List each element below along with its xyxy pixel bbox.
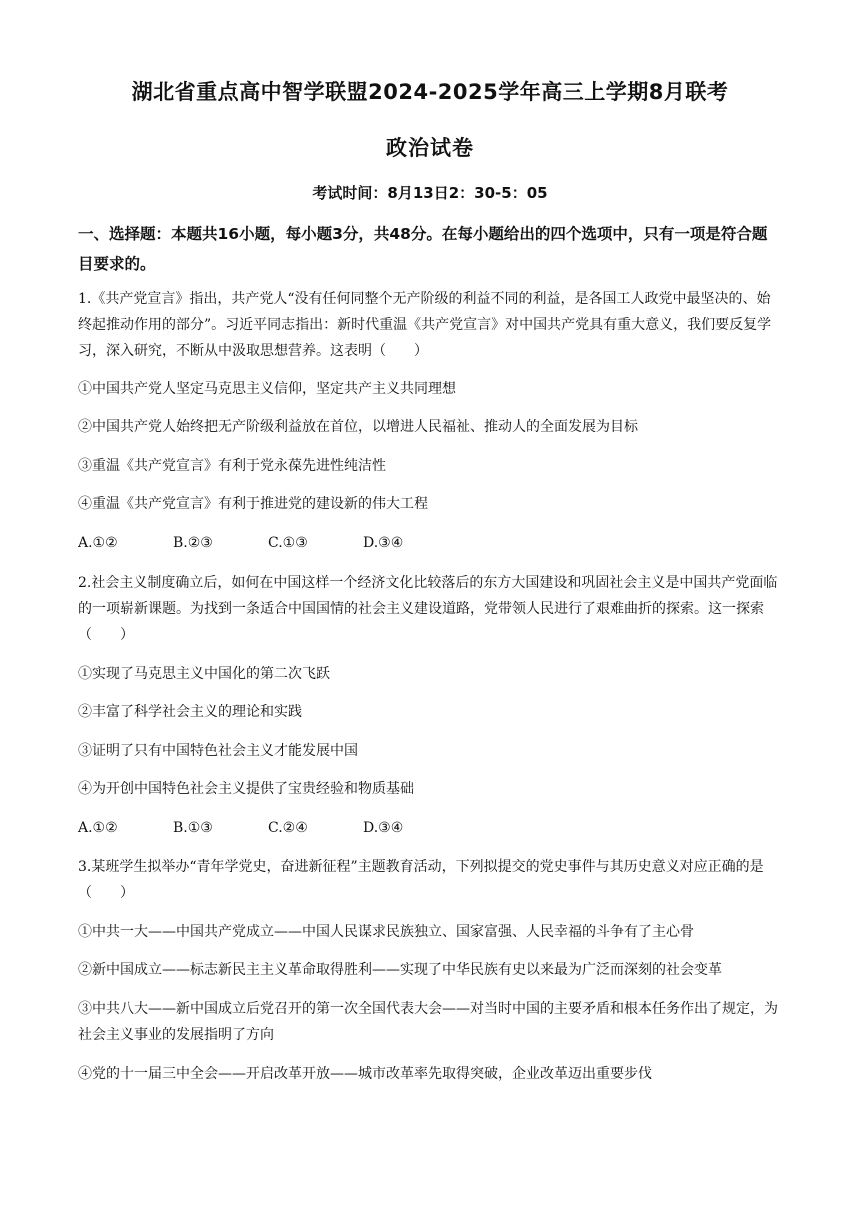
option-d[interactable]: D.③④ <box>363 820 404 836</box>
option-a[interactable]: A.①② <box>78 820 118 836</box>
option-c[interactable]: C.②④ <box>268 820 308 836</box>
question-1-stem: 1.《共产党宣言》指出，共产党人“没有任何同整个无产阶级的利益不同的利益，是各国工人政党中最坚决的、始终起推动作用的部分”。习近平同志指出：新时代重温《共产党宣言》对中国共产党具有重大意义，我们要反复学习，深入研究，不断从中汲取思想营养。这表明（ ） <box>78 291 772 359</box>
option-d[interactable]: D.③④ <box>363 535 404 551</box>
exam-time: 考试时间：8月13日2：30-5：05 <box>312 184 548 202</box>
question-2-stem: 2.社会主义制度确立后，如何在中国这样一个经济文化比较落后的东方大国建设和巩固社会主义是中国共产党面临的一项崭新课题。为找到一条适合中国国情的社会主义建设道路，党带领人民进行了艰难曲折的探索。这一探索（ ） <box>78 575 778 643</box>
question-3-statement-4: ④党的十一届三中全会——开启改革开放——城市改革率先取得突破，企业改革迈出重要步伐 <box>78 1066 652 1082</box>
exam-title: 湖北省重点高中智学联盟2024-2025学年高三上学期8月联考 <box>131 80 729 104</box>
question-1-options <box>78 530 782 556</box>
question-1-statement-2: ②中国共产党人始终把无产阶级利益放在首位，以增进人民福祉、推动人的全面发展为目标 <box>78 419 638 435</box>
question-1-statement-4: ④重温《共产党宣言》有利于推进党的建设新的伟大工程 <box>78 496 428 512</box>
question-2-statement-1: ①实现了马克思主义中国化的第二次飞跃 <box>78 666 330 682</box>
question-3-statement-1: ①中共一大——中国共产党成立——中国人民谋求民族独立、国家富强、人民幸福的斗争有了主心骨 <box>78 924 694 940</box>
question-1-statement-1: ①中国共产党人坚定马克思主义信仰，坚定共产主义共同理想 <box>78 381 456 397</box>
section-heading: 一、选择题：本题共16小题，每小题3分，共48分。在每小题给出的四个选项中，只有一项是符合题目要求的。 <box>78 225 768 273</box>
question-2-statement-4: ④为开创中国特色社会主义提供了宝贵经验和物质基础 <box>78 781 414 797</box>
option-a[interactable]: A.①② <box>78 535 118 551</box>
question-2-statement-3: ③证明了只有中国特色社会主义才能发展中国 <box>78 743 358 759</box>
option-b[interactable]: B.①③ <box>173 820 213 836</box>
question-2-options <box>78 815 782 841</box>
question-2-statement-2: ②丰富了科学社会主义的理论和实践 <box>78 704 302 720</box>
option-c[interactable]: C.①③ <box>268 535 308 551</box>
question-1-statement-3: ③重温《共产党宣言》有利于党永葆先进性纯洁性 <box>78 458 386 474</box>
question-3-statement-2: ②新中国成立——标志新民主主义革命取得胜利——实现了中华民族有史以来最为广泛而深刻的社会变革 <box>78 962 722 978</box>
question-3-stem: 3.某班学生拟举办“青年学党史，奋进新征程”主题教育活动，下列拟提交的党史事件与其历史意义对应正确的是（ ） <box>78 859 764 901</box>
exam-subtitle: 政治试卷 <box>386 136 474 160</box>
question-3-statement-3: ③中共八大——新中国成立后党召开的第一次全国代表大会——对当时中国的主要矛盾和根本任务作出了规定，为社会主义事业的发展指明了方向 <box>78 1001 778 1043</box>
option-b[interactable]: B.②③ <box>173 535 213 551</box>
